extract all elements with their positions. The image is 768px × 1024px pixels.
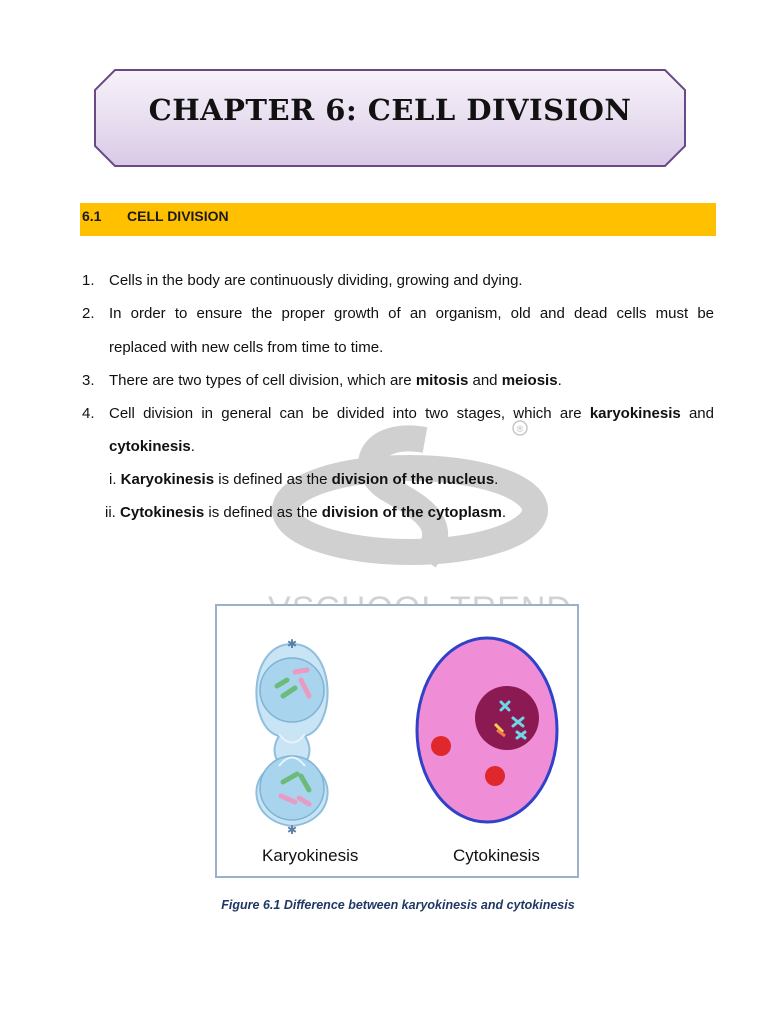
cytokinesis-cell-icon [417,638,557,822]
section-title: CELL DIVISION [127,208,229,224]
list-number: 2. [82,305,95,322]
sub-list-text: i. Karyokinesis is defined as the division of the nucleus. [109,471,499,488]
list-number: 3. [82,372,95,389]
section-header-bar [80,203,716,236]
svg-text:✱: ✱ [286,637,298,651]
term-meiosis: meiosis [501,372,558,389]
list-number: 4. [82,405,95,422]
figure-caption: Figure 6.1 Difference between karyokinesis and cytokinesis [221,898,575,912]
cell-division-illustration [217,606,577,876]
section-number: 6.1 [82,208,102,224]
term-mitosis: mitosis [415,372,469,389]
list-text: In order to ensure the proper growth of an organism, old and dead cells must be [109,305,714,322]
karyokinesis-cell-icon [256,637,327,837]
sub-list-number: ii. [105,504,116,521]
sub-list-number: i. [109,471,117,488]
figure-karyokinesis-cytokinesis [215,604,579,878]
list-text: cytokinesis. [109,438,195,455]
list-text: Cells in the body are continuously dividing, growing and dying. [109,272,523,289]
figure-label-cytokinesis: Cytokinesis [453,846,540,865]
chapter-title: CHAPTER 6: CELL DIVISION [148,93,632,127]
list-text: There are two types of cell division, which are mitosis and meiosis. [109,372,562,389]
figure-label-karyokinesis: Karyokinesis [262,846,359,865]
list-number: 1. [82,272,95,289]
list-text: Cell division in general can be divided into two stages, which are karyokinesis and [109,405,714,422]
svg-text:✱: ✱ [286,823,298,837]
list-text: replaced with new cells from time to time. [109,339,384,356]
term-cytokinesis: cytokinesis [109,438,191,455]
sub-list-text: ii. Cytokinesis is defined as the division of the cytoplasm. [105,504,506,521]
term-karyokinesis: karyokinesis [589,405,681,422]
chapter-heading-box [93,68,687,168]
watermark-registered-mark: ® [516,424,524,434]
